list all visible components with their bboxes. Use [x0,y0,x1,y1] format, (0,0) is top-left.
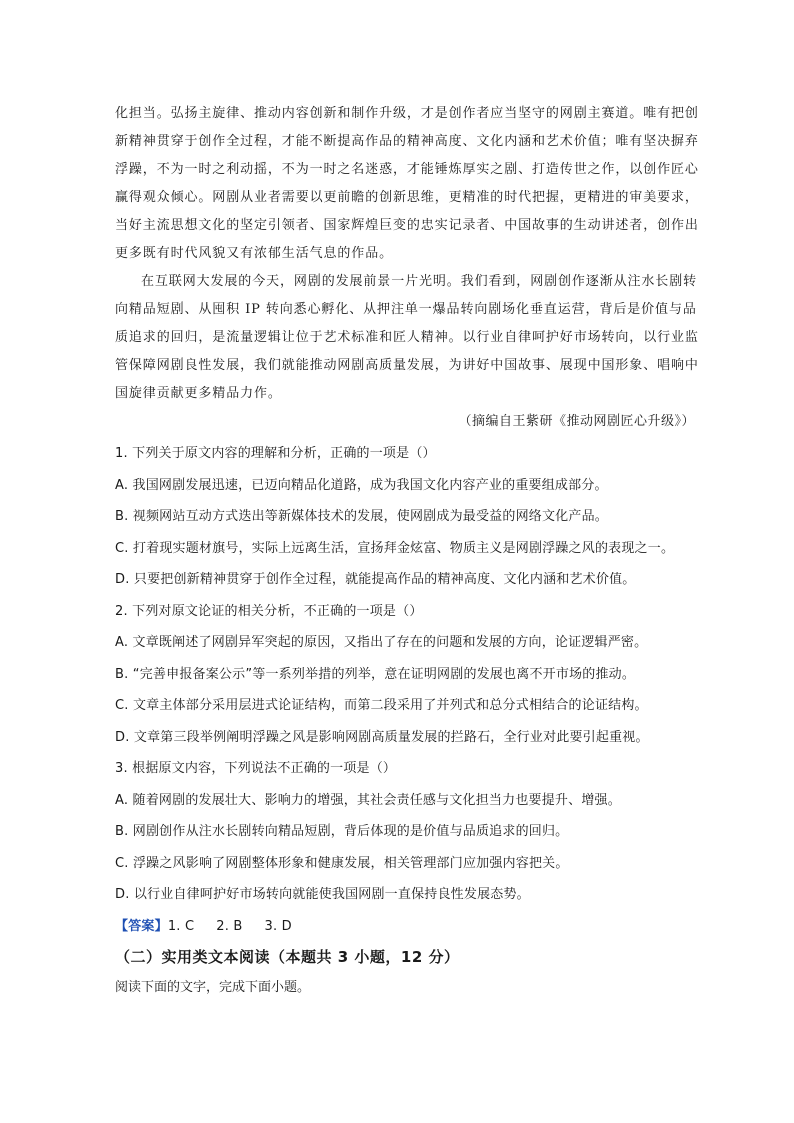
passage-line: 当好主流思想文化的坚定引领者、国家辉煌巨变的忠实记录者、中国故事的生动讲述者，创作出 [115,218,699,233]
question-1 [115,438,697,596]
question-stem: 1. 下列关于原文内容的理解和分析，正确的一项是（） [115,446,436,461]
answer-item: 2. B [216,918,243,934]
question-option: D. 文章第三段举例阐明浮躁之风是影响网剧高质量发展的拦路石，全行业对此要引起重视。 [115,729,649,745]
question-stem: 3. 根据原文内容，下列说法不正确的一项是（） [115,761,397,776]
question-option: B. “完善申报备案公示”等一系列举措的列举，意在证明网剧的发展也离不开市场的推动。 [115,666,636,682]
answer-item: 1. C [167,918,195,934]
question-option: D. 以行业自律呵护好市场转向就能使我国网剧一直保持良性发展态势。 [115,887,530,902]
answer-key [115,911,697,943]
question-option: A. 我国网剧发展迅速，已迈向精品化道路，成为我国文化内容产业的重要组成部分。 [115,477,608,493]
question-option: A. 随着网剧的发展壮大、影响力的增强，其社会责任感与文化担当力也要提升、增强。 [115,792,621,808]
passage-paragraph-1 [115,100,697,268]
question-option: C. 文章主体部分采用层进式论证结构，而第二段采用了并列式和总分式相结合的论证结构。 [115,698,648,713]
reading-passage [115,100,697,436]
question-option: C. 打着现实题材旗号，实际上远离生活，宣扬拜金炫富、物质主义是网剧浮躁之风的表现之一。 [115,540,675,556]
passage-line: 管保障网剧良性发展，我们就能推动网剧高质量发展，为讲好中国故事、展现中国形象、唱响中 [115,358,699,373]
question-option: A. 文章既阐述了网剧异军突起的原因，又指出了存在的问题和发展的方向，论证逻辑严密。 [115,635,648,650]
passage-line: 国旋律贡献更多精品力作。 [115,386,282,401]
passage-line: 在互联网大发展的今天，网剧的发展前景一片光明。我们看到，网剧创作逐渐从注水长剧转 [141,274,698,289]
question-stem: 2. 下列对原文论证的相关分析，不正确的一项是（） [115,603,423,619]
question-option: C. 浮躁之风影响了网剧整体形象和健康发展，相关管理部门应加强内容把关。 [115,855,569,871]
passage-line: 浮躁，不为一时之利动摇，不为一时之名迷惑，才能锤炼厚实之剧、打造传世之作，以创作匠心 [115,162,699,177]
question-list [115,438,697,942]
answer-item: 3. D [264,918,292,934]
answer-tag: 【答案】 [115,918,168,934]
question-option: B. 视频网站互动方式迭出等新媒体技术的发展，使网剧成为最受益的网络文化产品。 [115,509,608,524]
passage-paragraph-2 [115,268,697,408]
document-page [115,100,697,1004]
passage-line: 更多既有时代风貌又有浓郁生活气息的作品。 [115,246,394,261]
question-2 [115,596,697,754]
question-option: B. 网剧创作从注水长剧转向精品短剧，背后体现的是价值与品质追求的回归。 [115,824,569,839]
question-option: D. 只要把创新精神贯穿于创作全过程，就能提高作品的精神高度、文化内涵和艺术价值。 [115,572,636,587]
passage-line: 向精品短剧、从囤积 IP 转向悉心孵化、从押注单一爆品转向剧场化垂直运营，背后是价值与品 [115,302,697,317]
passage-line: 质追求的回归，是流量逻辑让位于艺术标准和匠人精神。以行业自律呵护好市场转向，以行业监 [115,330,699,345]
passage-line: 赢得观众倾心。网剧从业者需要以更前瞻的创新思维，更精准的时代把握，更精进的审美要求， [115,190,699,205]
question-3 [115,753,697,911]
section-instruction: 阅读下面的文字，完成下面小题。 [115,980,311,995]
section-heading: （二）实用类文本阅读（本题共 3 小题，12 分） [115,948,460,966]
passage-line: 化担当。弘扬主旋律、推动内容创新和制作升级，才是创作者应当坚守的网剧主赛道。唯有把创 [115,106,699,121]
passage-source: （摘编自王紫研《推动网剧匠心升级》） [458,414,695,429]
passage-line: 新精神贯穿于创作全过程，才能不断提高作品的精神高度、文化内涵和艺术价值；唯有坚决摒弃 [115,134,699,149]
